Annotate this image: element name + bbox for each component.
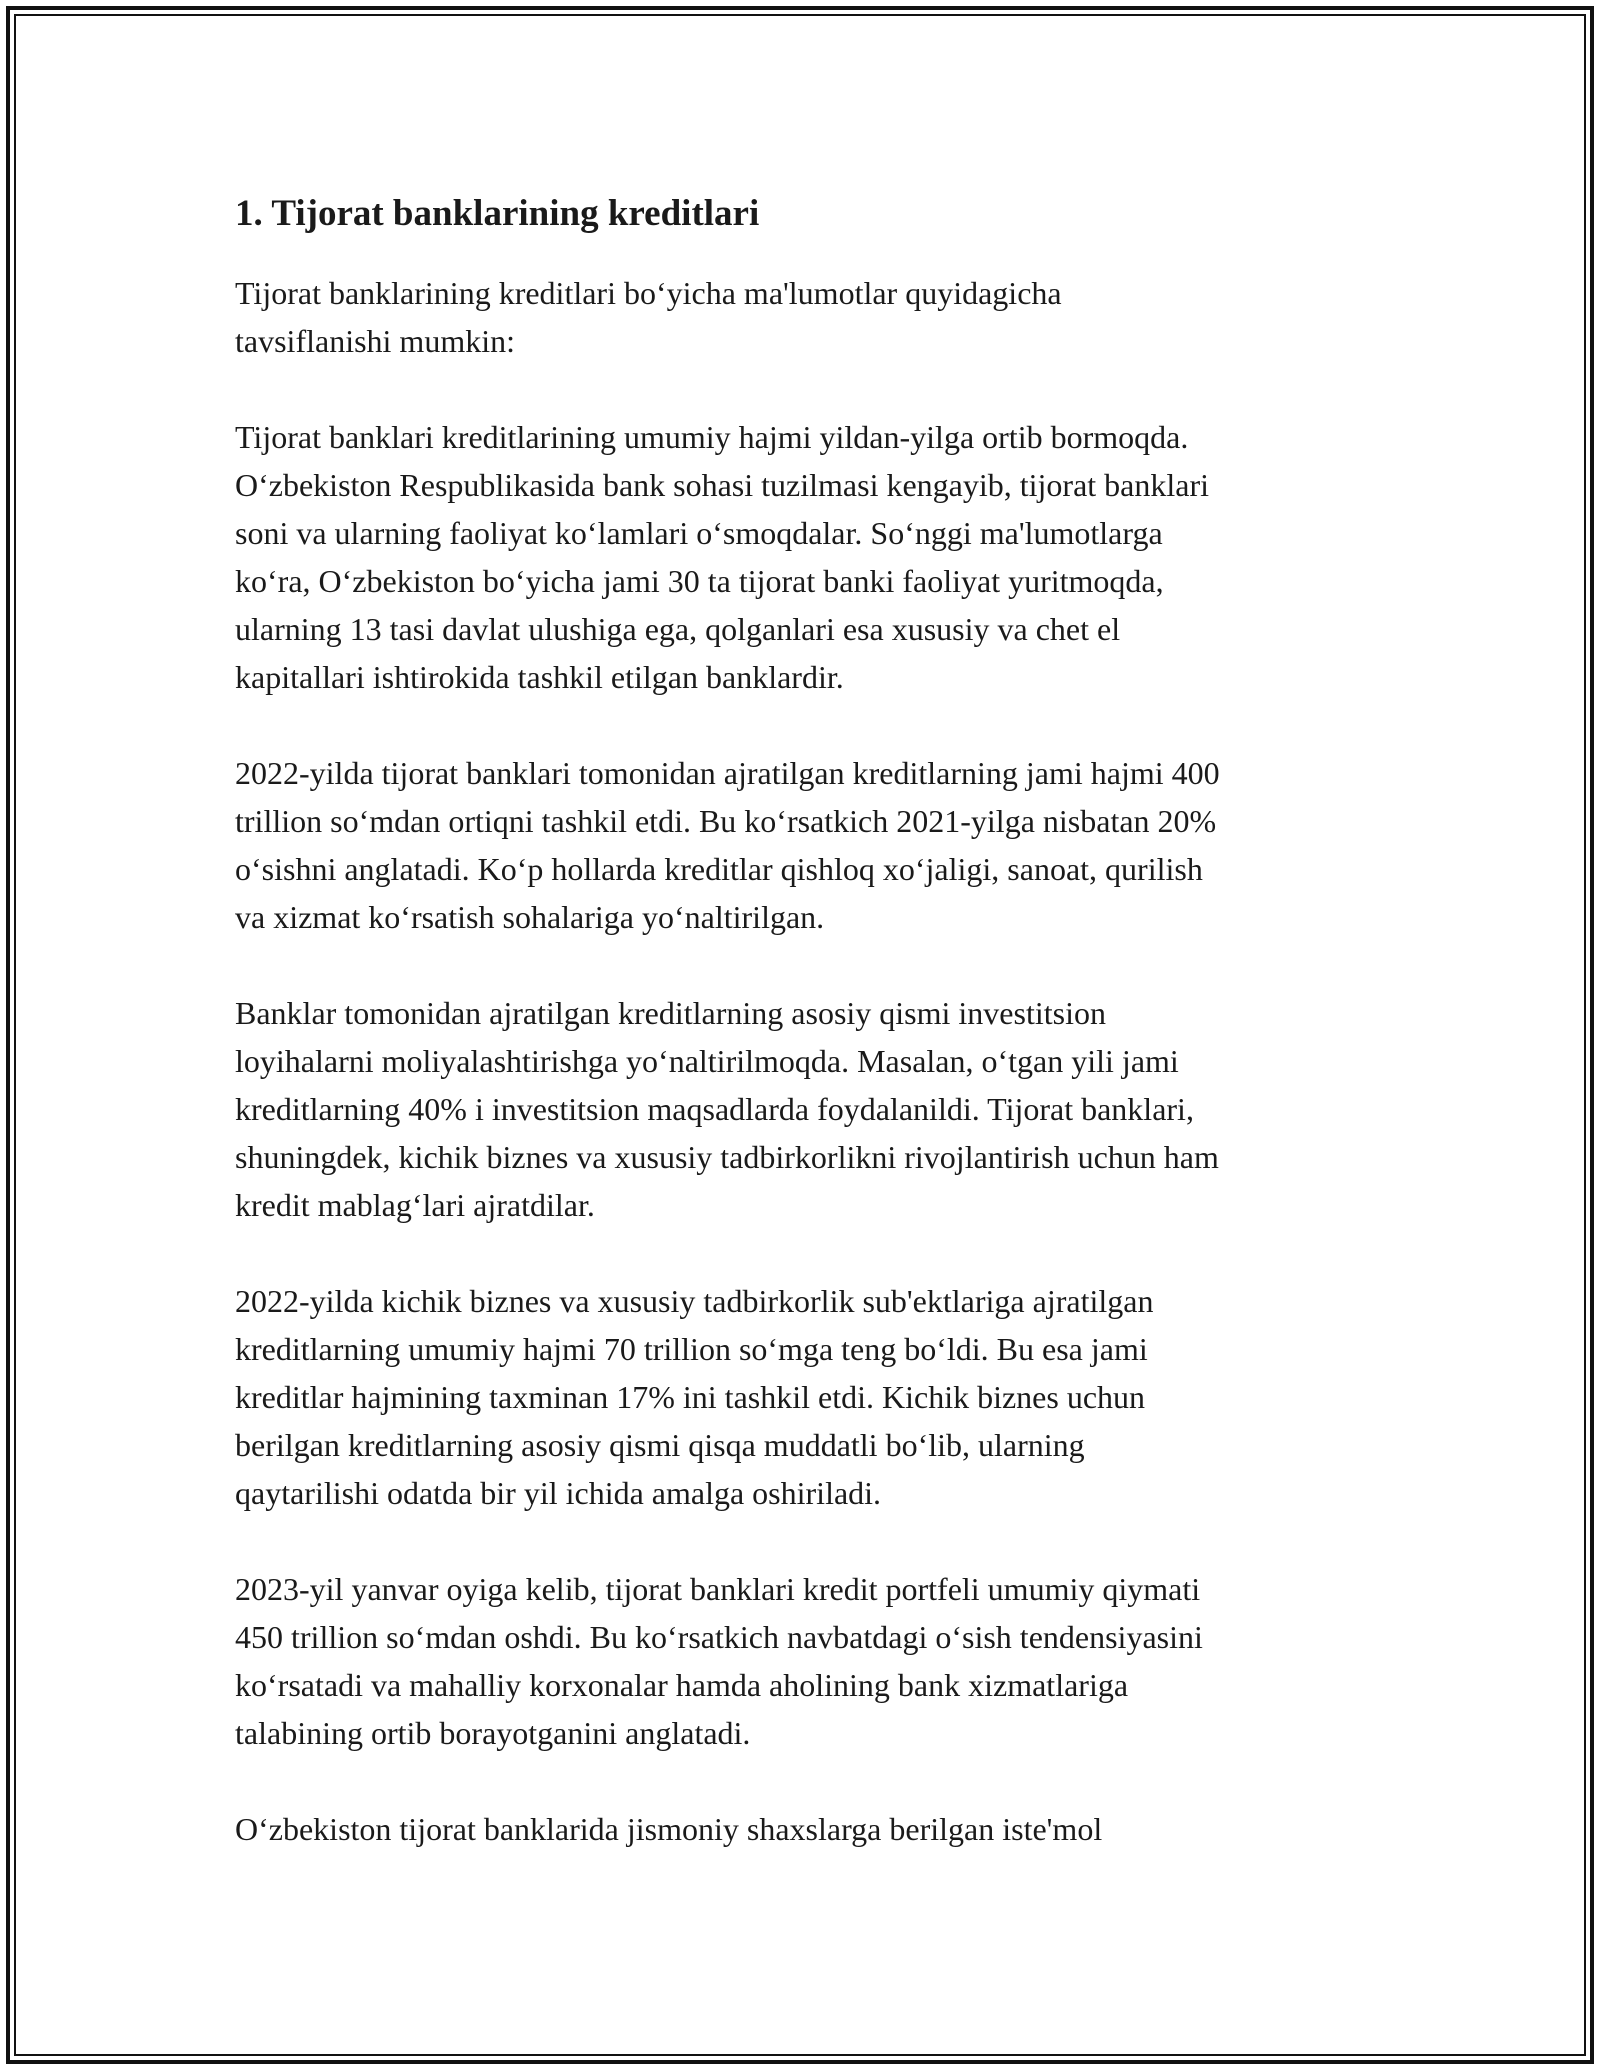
paragraph-banks-count: Tijorat banklari kreditlarining umumiy hajmi yildan-yilga ortib bormoqda. O‘zbekiston Respublikasida bank sohasi tuzilmasi kengayib, tijorat banklari soni va ularning faoliyat ko‘lamlari o‘smoqdalar. So‘nggi ma'lumotlarga ko‘ra, O‘zbekiston bo‘yicha jami 30 ta tijorat banki faoliyat yuritmoqda, ularning 13 tasi davlat ulushiga ega, qolganlari esa xususiy va chet el kapitallari ishtirokida tashkil etilgan banklardir. bbox=[235, 419, 1210, 695]
paragraph-2022-volume: 2022-yilda tijorat banklari tomonidan ajratilgan kreditlarning jami hajmi 400 trillion so‘mdan ortiqni tashkil etdi. Bu ko‘rsatkich 2021-yilga nisbatan 20% o‘sishni anglatadi. Ko‘p hollarda kreditlar qishloq xo‘jaligi, sanoat, qurilish va xizmat ko‘rsatish sohalariga yo‘naltirilgan. bbox=[235, 755, 1220, 935]
paragraph-small-business: 2022-yilda kichik biznes va xususiy tadbirkorlik sub'ektlariga ajratilgan kreditlarning umumiy hajmi 70 trillion so‘mga teng bo‘ldi. Bu esa jami kreditlar hajmining taxminan 17% ini tashkil etdi. Kichik biznes uchun berilgan kreditlarning asosiy qismi qisqa muddatli bo‘lib, ularning qaytarilishi odatda bir yil ichida amalga oshiriladi. bbox=[235, 1283, 1154, 1511]
paragraph-2023-portfolio: 2023-yil yanvar oyiga kelib, tijorat banklari kredit portfeli umumiy qiymati 450 trillion so‘mdan oshdi. Bu ko‘rsatkich navbatdagi o‘sish tendensiyasini ko‘rsatadi va mahalliy korxonalar hamda aholining bank xizmatlariga talabining ortib borayotganini anglatadi. bbox=[235, 1571, 1203, 1751]
paragraph-consumer-loans: O‘zbekiston tijorat banklarida jismoniy shaxslarga berilgan iste'mol bbox=[235, 1811, 1103, 1847]
paragraph-intro: Tijorat banklarining kreditlari bo‘yicha ma'lumotlar quyidagicha tavsiflanishi mumkin: bbox=[235, 275, 1062, 359]
paragraph-investment: Banklar tomonidan ajratilgan kreditlarning asosiy qismi investitsion loyihalarni moliyalashtirishga yo‘naltirilmoqda. Masalan, o‘tgan yili jami kreditlarning 40% i investitsion maqsadlarda foydalanildi. Tijorat banklari, shuningdek, kichik biznes va xususiy tadbirkorlikni rivojlantirish uchun ham kredit mablag‘lari ajratdilar. bbox=[235, 995, 1219, 1223]
section-heading: 1. Tijorat banklarining kreditlari bbox=[235, 193, 760, 234]
